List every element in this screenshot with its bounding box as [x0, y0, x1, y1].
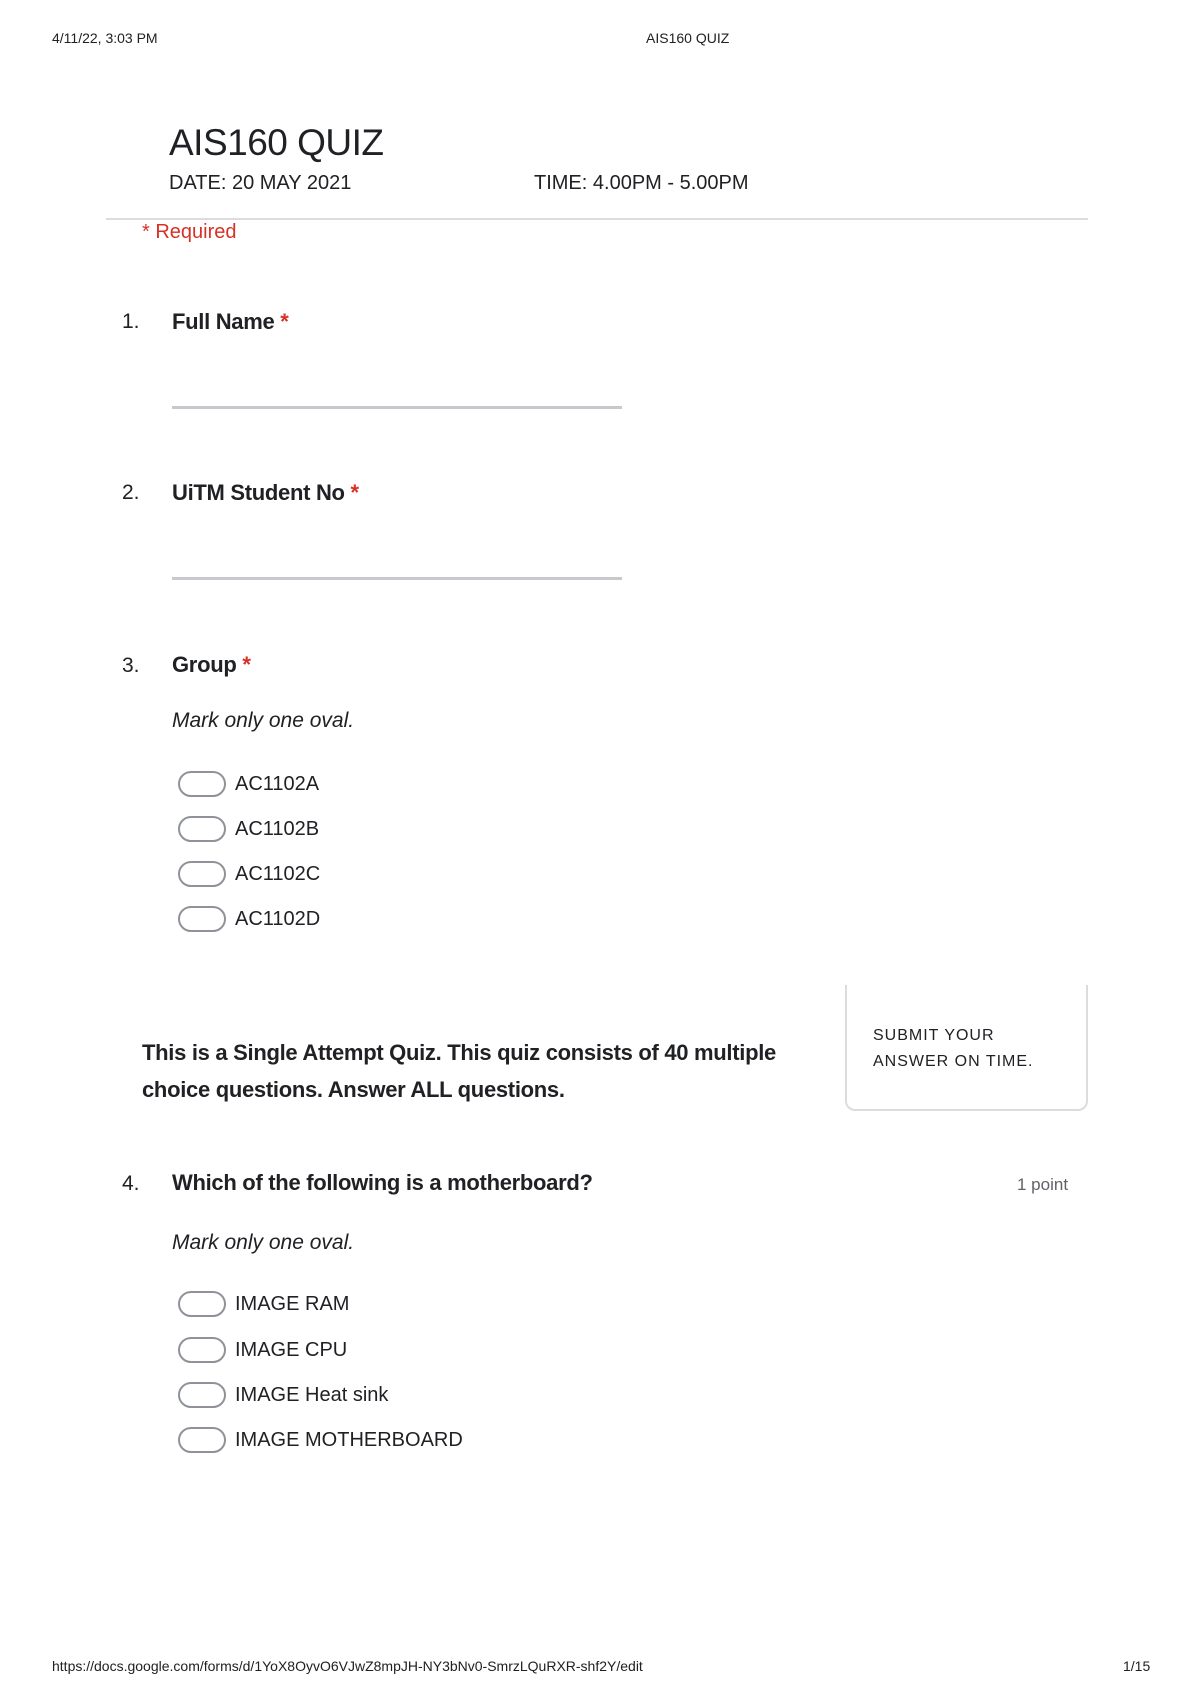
group-option-ac1102b[interactable] [178, 814, 319, 844]
radio-oval-icon[interactable] [178, 816, 226, 842]
question-3-label: Group [172, 652, 237, 677]
form-time: TIME: 4.00PM - 5.00PM [534, 172, 749, 194]
radio-oval-icon[interactable] [178, 1291, 226, 1317]
form-date: DATE: 20 MAY 2021 [169, 172, 352, 194]
question-2-label: UiTM Student No [172, 480, 345, 505]
answer-option-cpu[interactable] [178, 1335, 347, 1365]
print-footer-url: https://docs.google.com/forms/d/1YoX8OyvO6VJwZ8mpJH-NY3bNv0-SmrzLQuRXR-shf2Y/edit [52, 1658, 643, 1674]
header-divider [106, 218, 1088, 220]
radio-oval-icon[interactable] [178, 906, 226, 932]
card-text-line-2: ANSWER ON TIME. [873, 1053, 1034, 1070]
full-name-input[interactable] [172, 406, 622, 409]
question-1-title [172, 309, 289, 335]
option-label: IMAGE Heat sink [235, 1383, 389, 1406]
option-label: AC1102C [235, 862, 321, 885]
radio-oval-icon[interactable] [178, 1427, 226, 1453]
question-2-number: 2. [122, 481, 140, 504]
card-text [873, 1023, 1034, 1075]
question-3-title [172, 652, 251, 678]
option-label: IMAGE CPU [235, 1338, 348, 1361]
question-2-title [172, 480, 359, 506]
option-label: IMAGE RAM [235, 1292, 350, 1315]
radio-oval-icon[interactable] [178, 1337, 226, 1363]
answer-option-motherboard[interactable] [178, 1425, 463, 1455]
group-option-ac1102d[interactable] [178, 904, 320, 934]
section-description: This is a Single Attempt Quiz. This quiz consists of 40 multiple choice questions. Answer ALL questions. [142, 1040, 776, 1102]
question-4-number: 4. [122, 1172, 140, 1195]
required-asterisk: * [280, 309, 289, 334]
option-label: AC1102D [235, 907, 321, 930]
required-note: * Required [142, 221, 237, 243]
question-1-label: Full Name [172, 309, 275, 334]
group-option-ac1102a[interactable] [178, 769, 319, 799]
section-image-card [845, 985, 1088, 1111]
question-4-title: Which of the following is a motherboard? [172, 1170, 593, 1195]
question-3-number: 3. [122, 654, 140, 677]
group-option-ac1102c[interactable] [178, 859, 320, 889]
required-asterisk: * [242, 652, 251, 677]
question-3-hint: Mark only one oval. [172, 709, 355, 732]
print-header-title: AIS160 QUIZ [646, 30, 730, 46]
radio-oval-icon[interactable] [178, 1382, 226, 1408]
option-label: AC1102B [235, 817, 320, 840]
answer-option-ram[interactable] [178, 1289, 349, 1319]
print-page-number: 1/15 [1123, 1658, 1151, 1674]
option-label: AC1102A [235, 772, 320, 795]
print-datetime: 4/11/22, 3:03 PM [52, 30, 158, 46]
option-label: IMAGE MOTHERBOARD [235, 1428, 463, 1451]
question-4-hint: Mark only one oval. [172, 1231, 355, 1254]
required-asterisk: * [350, 480, 359, 505]
radio-oval-icon[interactable] [178, 861, 226, 887]
student-no-input[interactable] [172, 577, 622, 580]
radio-oval-icon[interactable] [178, 771, 226, 797]
question-4-points: 1 point [1017, 1175, 1069, 1194]
question-1-number: 1. [122, 310, 140, 333]
form-title: AIS160 QUIZ [169, 122, 384, 163]
card-text-line-1: SUBMIT YOUR [873, 1027, 995, 1044]
answer-option-heat-sink[interactable] [178, 1380, 388, 1410]
